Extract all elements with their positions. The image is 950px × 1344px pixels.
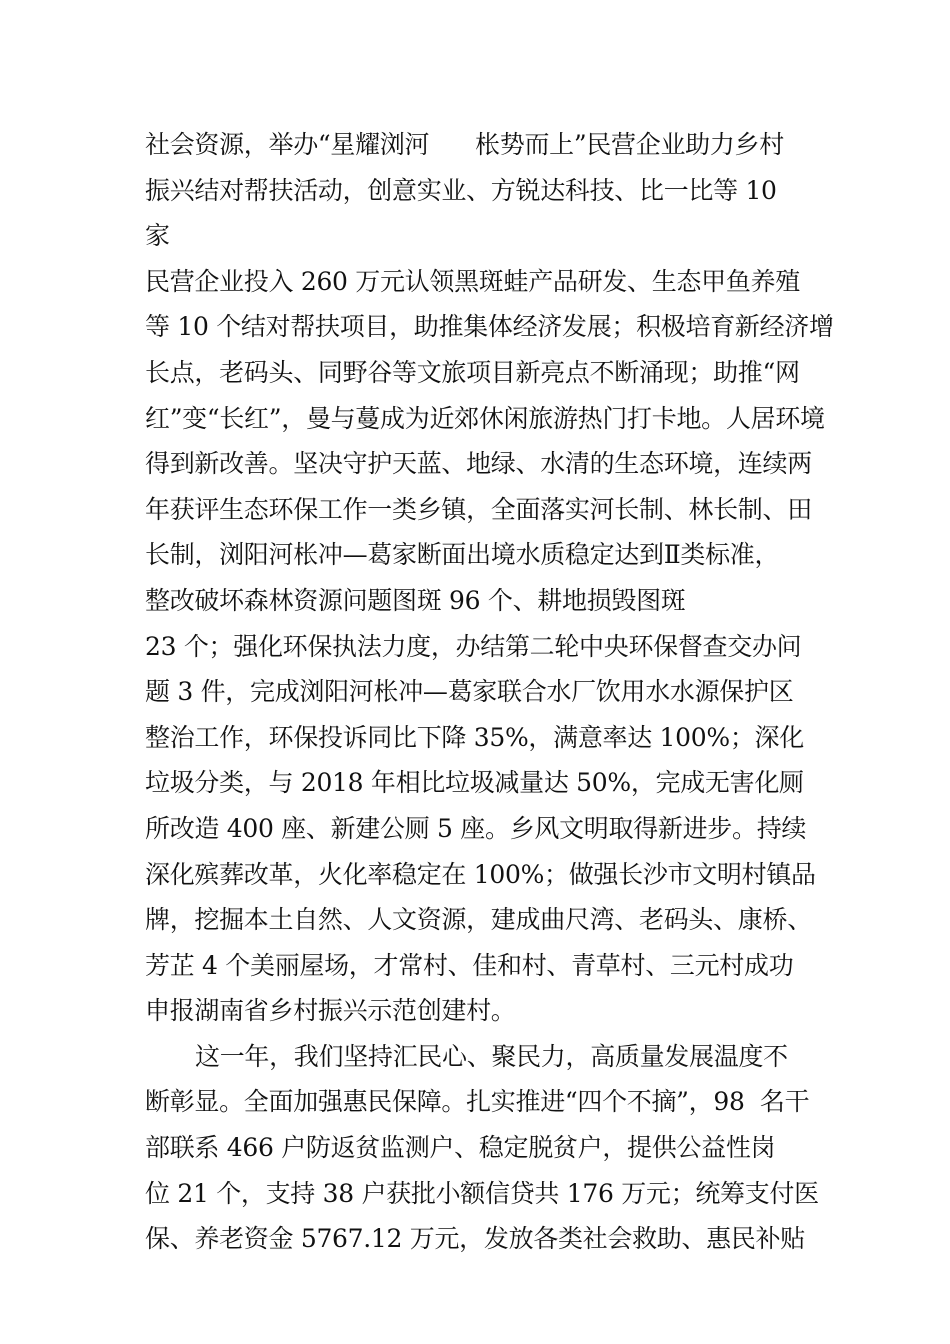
text-line: 长制，浏阳河枨冲—葛家断面出境水质稳定达到Ⅱ类标准， (145, 540, 780, 570)
text-line: 芳芷 4 个美丽屋场，才常村、佳和村、青草村、三元村成功 (145, 950, 794, 980)
text-line: 长点，老码头、同野谷等文旅项目新亮点不断涌现；助推“网 (145, 357, 800, 387)
text-line: 位 21 个，支持 38 户获批小额信贷共 176 万元；统筹支付医 (145, 1178, 819, 1208)
text-line: 红”变“长红”，曼与蔓成为近郊休闲旅游热门打卡地。人居环境 (145, 403, 825, 433)
text-line: 振兴结对帮扶活动，创意实业、方锐达科技、比一比等 10 (145, 175, 777, 205)
text-line: 家 (145, 221, 170, 251)
text-line: 23 个；强化环保执法力度，办结第二轮中央环保督查交办问 (145, 631, 802, 661)
text-line: 深化殡葬改革，火化率稳定在 100%；做强长沙市文明村镇品 (145, 859, 816, 889)
text-line: 整治工作，环保投诉同比下降 35%，满意率达 100%；深化 (145, 722, 804, 752)
text-line: 所改造 400 座、新建公厕 5 座。乡风文明取得新进步。持续 (145, 813, 807, 843)
text-line: 申报湖南省乡村振兴示范创建村。 (145, 996, 516, 1026)
text-line: 部联系 466 户防返贫监测户、稳定脱贫户，提供公益性岗 (145, 1133, 776, 1163)
text-line: 得到新改善。坚决守护天蓝、地绿、水清的生态环境，连续两 (145, 449, 812, 479)
text-line: 等 10 个结对帮扶项目，助推集体经济发展；积极培育新经济增 (145, 312, 834, 342)
text-line: 社会资源，举办“星耀浏河 枨势而上”民营企业助力乡村 (145, 130, 784, 159)
text-line: 断彰显。全面加强惠民保障。扎实推进“四个不摘”，98 名干 (145, 1087, 810, 1117)
paragraph-start-line: 这一年，我们坚持汇民心、聚民力，高质量发展温度不 (195, 1041, 788, 1071)
text-line: 整改破坏森林资源问题图斑 96 个、耕地损毁图斑 (145, 585, 686, 615)
text-line: 题 3 件，完成浏阳河枨冲—葛家联合水厂饮用水水源保护区 (145, 677, 794, 707)
text-line: 牌，挖掘本土自然、人文资源，建成曲尺湾、老码头、康桥、 (145, 905, 812, 935)
text-line: 保、养老资金 5767.12 万元，发放各类社会救助、惠民补贴 (145, 1224, 805, 1254)
text-line: 垃圾分类，与 2018 年相比垃圾减量达 50%，完成无害化厕 (145, 768, 804, 798)
text-line: 民营企业投入 260 万元认领黑斑蛙产品研发、生态甲鱼养殖 (145, 266, 800, 296)
text-line: 年获评生态环保工作一类乡镇，全面落实河长制、林长制、田 (145, 494, 812, 524)
body-text (145, 122, 834, 1262)
